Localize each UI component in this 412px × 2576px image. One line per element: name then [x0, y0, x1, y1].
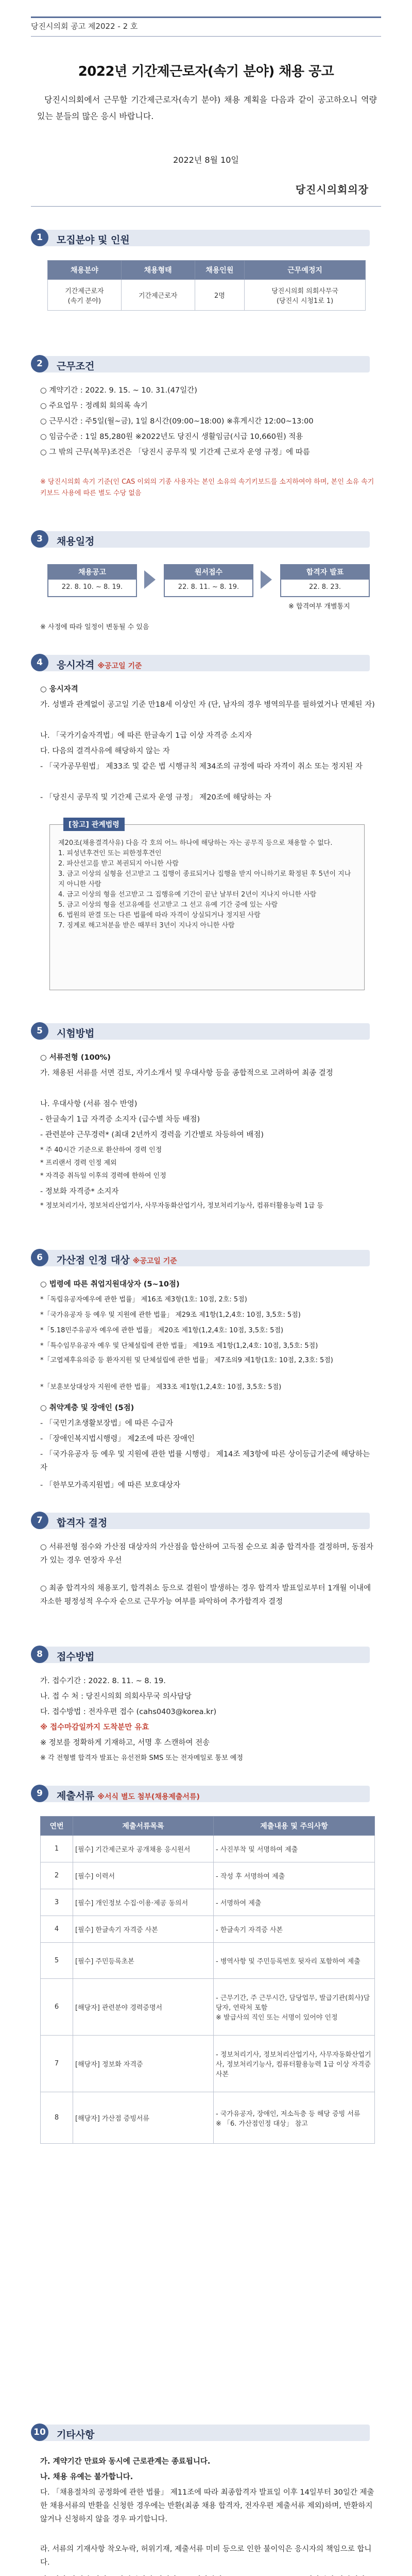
bonus-line: - 「국가유공자 등 예우 및 지원에 관한 법률 시행령」 제14조 제3항에 따른 상이등급기준에 해당하는 자	[40, 1450, 370, 1472]
etc-line: 가. 계약기간 만료와 동시에 근로관계는 종료됩니다.	[40, 2458, 211, 2466]
section-number: 10	[31, 2424, 48, 2441]
etc-line: 나. 채용 유예는 불가합니다.	[40, 2473, 133, 2481]
schedule-step	[280, 564, 370, 597]
exam-line: 가. 채용된 서류를 서면 검토, 자기소개서 및 우대사항 등을 종합적으로 고려하여 최종 결정	[40, 1069, 333, 1077]
section-title: 근무조건	[57, 361, 95, 372]
table-cell: - 사진부착 및 서명하여 제출	[214, 1836, 375, 1862]
table-cell: 4	[41, 1916, 73, 1943]
table-cell: [필수] 이력서	[73, 1862, 214, 1889]
table-cell: - 근무기간, 주 근무시간, 담당업무, 발급기관(회사)담당자, 연락처 포함 ※ 발급사의 직인 또는 서명이 있어야 인정	[214, 1979, 375, 2036]
arrow-right-icon	[144, 570, 156, 589]
table-cell: 8	[41, 2092, 73, 2144]
section-title: 접수방법	[57, 1651, 95, 1663]
section-title: 기타사항	[57, 2429, 95, 2441]
condition-line: ○ 근무시간 : 주5일(월~금), 1일 8시간(09:00~18:00) ※휴게시간 12:00~13:00	[40, 417, 314, 426]
exam-line: 나. 우대사항 (서류 점수 반영)	[40, 1100, 138, 1108]
section-3-header	[31, 528, 381, 551]
table-cell: [해당자] 관련분야 경력증명서	[73, 1979, 214, 2036]
table-cell: 기간제근로자 (속기 분야)	[48, 280, 122, 311]
exam-line: ○ 서류전형 (100%)	[40, 1054, 111, 1062]
bonus-line: *「독립유공자예우에 관한 법률」 제16조 제3항(1호: 10점, 2호: 5점)	[40, 1296, 247, 1303]
table-cell: 1	[41, 1836, 73, 1862]
table-header: 제출서류목록	[73, 1817, 214, 1836]
section-title	[57, 657, 142, 671]
section-5-header	[31, 1020, 381, 1043]
exam-line: * 주 40시간 기준으로 환산하여 경력 인정	[40, 1146, 162, 1154]
etc-line	[40, 2573, 375, 2576]
exam-line: * 자격증 취득일 이후의 경력에 한하여 인정	[40, 1172, 166, 1180]
decision-line: ○ 서류전형 점수와 가산점 대상자의 가산점을 합산하여 고득점 순으로 최종 합격자를 결정하며, 동점자가 있는 경우 연장자 우선	[40, 1543, 373, 1565]
schedule-step	[164, 564, 253, 597]
bonus-line: *「국가유공자 등 예우 및 지원에 관한 법률」 제29조 제1항(1,2,4호: 10점, 3,5호: 5점)	[40, 1311, 301, 1319]
table-cell: 2명	[195, 280, 245, 311]
section-title: 모집분야 및 인원	[57, 234, 130, 246]
documents-table	[40, 1816, 375, 2144]
section-title	[57, 1788, 200, 1802]
section-number: 9	[31, 1785, 48, 1802]
section-number: 7	[31, 1512, 48, 1529]
apply-line: 나. 접 수 처 : 당진시의회 의회사무국 의사담당	[40, 1692, 192, 1701]
apply-line: 가. 접수기간 : 2022. 8. 11. ~ 8. 19.	[40, 1677, 166, 1685]
section-8-header	[31, 1643, 381, 1666]
bonus-line: - 「장애인복지법시행령」 제2조에 따른 장애인	[40, 1435, 195, 1443]
table-cell: 5	[41, 1943, 73, 1979]
section-title-text: 가산점 인정 대상	[57, 1255, 130, 1266]
table-cell: [필수] 한글속기 자격증 사본	[73, 1916, 214, 1943]
section-title-text: 응시자격	[57, 659, 95, 671]
condition-line: ○ 그 밖의 근무(복무)조건은 「당진시 공무직 및 기간제 근로자 운영 규정」에 따름	[40, 448, 310, 456]
exam-line: - 관련분야 근무경력* (최대 2년까지 경력을 기간별로 차등하여 배점)	[40, 1131, 264, 1139]
eligibility-line: 가. 성별과 관계없이 공고일 기준 만18세 이상인 자 (단, 남자의 경우 병역의무를 필하였거나 면제된 자)	[40, 701, 375, 709]
section-title: 시험방법	[57, 1028, 95, 1039]
table-cell: - 정보처리기사, 정보처리산업기사, 사무자동화산업기사, 정보처리기능사, 컴퓨터활용능력 1급 이상 자격증 사본	[214, 2036, 375, 2092]
bonus-line: - 「한부모가족지원법」에 따른 보호대상자	[40, 1481, 181, 1489]
section-4-header	[31, 652, 381, 674]
signature: 당진시의회의장	[295, 183, 369, 196]
header-bottom-rule	[31, 206, 381, 207]
bonus-line: ○ 취약계층 및 장애인 (5점)	[40, 1404, 134, 1412]
section-10-header	[31, 2421, 381, 2444]
section-number: 5	[31, 1022, 48, 1040]
section-7-header	[31, 1510, 381, 1532]
apply-line: ※ 각 전형별 합격자 발표는 유선전화 SMS 또는 전자메일로 통보 예정	[40, 1754, 243, 1762]
section-subtitle: ※서식 별도 첨부(채용제출서류)	[97, 1793, 200, 1801]
section-title: 채용일정	[57, 536, 95, 547]
section-subtitle: ※공고일 기준	[97, 662, 142, 670]
reference-text: 제20조(채용결격사유) 다음 각 호의 어느 하나에 해당하는 자는 공무직 등으로 채용할 수 없다. 1. 피성년후견인 또는 피한정후견인 2. 파산선고를 받고 복권되지 아니한 사람 3. 금고 이상의 실형을 선고받고 그 집행이 종료되거나 집행을 받지 아니하기로 확정된 후 5년이 지나지 아니한 사람 4. 금고 이상의 형을 선고받고 그 집행유예 기간이 끝난 날부터 2년이 지나지 아니한 사람 5. 금고 이상의 형을 선고유예를 선고받고 그 선고 유예 기간 중에 있는 사람 6. 법원의 판결 또는 다른 법률에 따라 자격이 상실되거나 정지된 사람 7. 징계로 해고처분을 받은 때부터 3년이 지나지 아니한 사람	[58, 839, 351, 929]
page-title: 2022년 기간제근로자(속기 분야) 채용 공고	[78, 64, 334, 79]
schedule-step	[47, 564, 137, 597]
section-number: 1	[31, 229, 48, 246]
eligibility-line: - 「당진시 공무직 및 기간제 근로자 운영 규정」 제20조에 해당하는 자	[40, 793, 271, 802]
etc-line: 다. 「채용절차의 공정화에 관한 법률」 제11조에 따라 최종합격자 발표일 이후 14일부터 30일간 제출한 채용서류의 반환을 신청한 경우에는 반환(최종 채용 합격자, 전자우편 제출서류 제외)하며, 반환하지 않거나 신청하지 않을 경우 파기합니다.	[40, 2488, 374, 2523]
table-header: 제출내용 및 주의사항	[214, 1817, 375, 1836]
table-cell: [필수] 기간제근로자 공개채용 응시원서	[73, 1836, 214, 1862]
table-cell: [해당자] 가산점 증빙서류	[73, 2092, 214, 2144]
condition-line: ○ 주요업무 : 정례회 회의록 속기	[40, 402, 148, 410]
table-cell: - 서명하여 제출	[214, 1889, 375, 1916]
schedule-note: ※ 사정에 따라 일정이 변동될 수 있음	[40, 623, 149, 631]
top-rule	[31, 16, 381, 18]
section-title	[57, 1252, 177, 1266]
schedule-step-date: 22. 8. 23.	[308, 583, 341, 591]
section-number: 4	[31, 654, 48, 671]
eligibility-heading: ○ 응시자격	[40, 685, 78, 693]
table-cell: 2	[41, 1862, 73, 1889]
reference-title: [참고] 관계법령	[63, 818, 125, 831]
exam-line: * 프리랜서 경력 인정 제외	[40, 1159, 117, 1167]
section-2-header	[31, 353, 381, 376]
apply-line: 다. 접수방법 : 전자우편 접수 (cahs0403@korea.kr)	[40, 1708, 217, 1716]
eligibility-line: - 「국가공무원법」 제33조 및 같은 법 시행규칙 제34조의 규정에 따라 자격이 취소 또는 정지된 자	[40, 762, 363, 771]
exam-line: * 정보처리기사, 정보처리산업기사, 사무자동화산업기사, 정보처리기능사, 컴퓨터활용능력 1급 등	[40, 1202, 323, 1210]
exam-line: - 정보화 자격증* 소지자	[40, 1188, 119, 1196]
eligibility-line: 다. 다음의 결격사유에 해당하지 않는 자	[40, 747, 170, 755]
table-cell: [해당자] 정보화 자격증	[73, 2036, 214, 2092]
table-cell: 3	[41, 1889, 73, 1916]
intro-text: 당진시의회에서 근무할 기간제근로자(속기 분야) 채용 계획을 다음과 같이 공고하오니 역량 있는 분들의 많은 응시 바랍니다.	[37, 95, 377, 121]
section-number: 6	[31, 1249, 48, 1266]
table-cell: 당진시의회 의회사무국 (당진시 시청1로 1)	[245, 280, 366, 311]
table-cell: - 국가유공자, 장애인, 저소득층 등 해당 증빙 서류 ※ 「6. 가산점인정 대상」 참고	[214, 2092, 375, 2144]
table-cell: - 작성 후 서명하여 제출	[214, 1862, 375, 1889]
table-header: 근무예정지	[245, 261, 366, 280]
table-cell: [필수] 개인정보 수집·이용·제공 동의서	[73, 1889, 214, 1916]
bonus-line: *「보훈보상대상자 지원에 관한 법률」 제33조 제1항(1,2,4호: 10점, 3,5호: 5점)	[40, 1383, 282, 1391]
table-header: 채용형태	[121, 261, 195, 280]
schedule-step-title: 합격자 발표	[281, 565, 369, 580]
schedule-step-date: 22. 8. 11. ~ 8. 19.	[178, 583, 239, 591]
header-divider	[31, 36, 381, 37]
section-number: 2	[31, 355, 48, 372]
section-title-text: 제출서류	[57, 1790, 95, 1802]
schedule-step-title: 원서접수	[165, 565, 252, 580]
table-cell: 7	[41, 2036, 73, 2092]
apply-line: ※ 정보를 정확하게 기재하고, 서명 후 스캔하여 전송	[40, 1739, 210, 1747]
section-subtitle: ※공고일 기준	[132, 1257, 177, 1265]
condition-note: ※ 당진시의회 속기 기준(인 CAS 이외의 기종 사용자는 본인 소유의 속기키보드를 소지하여야 하며, 본인 소유 속기키보드 사용에 따른 별도 수당 없음	[40, 478, 374, 497]
table-cell: - 병역사항 및 주민등록번호 뒷자리 포함하여 제출	[214, 1943, 375, 1979]
exam-line: - 한글속기 1급 자격증 소지자 (급수별 차등 배점)	[40, 1115, 200, 1124]
bonus-line: ○ 법령에 따른 취업지원대상자 (5~10점)	[40, 1280, 180, 1289]
decision-line: ○ 최종 합격자의 채용포기, 합격취소 등으로 결원이 발생하는 경우 합격자 발표일로부터 1개월 이내에 자소한 평정성적 우수자 순으로 근무가능 여부를 파악하여 추가합격자 결정	[40, 1584, 371, 1606]
section-6-header	[31, 1247, 381, 1269]
table-header: 채용인원	[195, 261, 245, 280]
section-number: 8	[31, 1646, 48, 1663]
bonus-line: *「특수임무유공자 예우 및 단체설립에 관한 법률」 제19조 제1항(1,2,4호: 10점, 3,5호: 5점)	[40, 1342, 318, 1350]
bonus-line: *「5.18민주유공자 예우에 관한 법률」 제20조 제1항(1,2,4호: 10점, 3,5호: 5점)	[40, 1327, 284, 1334]
table-cell: [필수] 주민등록초본	[73, 1943, 214, 1979]
table-cell: - 한글속기 자격증 사본	[214, 1916, 375, 1943]
table-cell: 6	[41, 1979, 73, 2036]
arrow-right-icon	[261, 570, 272, 589]
section-title: 합격자 결정	[57, 1517, 108, 1529]
table-cell: 기간제근로자	[121, 280, 195, 311]
section-number: 3	[31, 530, 48, 548]
bonus-line: - 「국민기초생활보장법」에 따른 수급자	[40, 1419, 174, 1428]
schedule-step-date: 22. 8. 10. ~ 8. 19.	[61, 583, 123, 591]
recruit-table	[47, 260, 366, 311]
eligibility-line: 나. 「국가기술자격법」에 따른 한글속기 1급 이상 자격증 소지자	[40, 732, 252, 740]
schedule-step-title: 채용공고	[48, 565, 136, 580]
reference-law-box	[49, 821, 365, 990]
etc-line: 라. 서류의 기재사항 착오누락, 허위기재, 제출서류 미비 등으로 인한 불이익은 응시자의 책임으로 합니다.	[40, 2545, 372, 2567]
table-header: 채용분야	[48, 261, 122, 280]
apply-line: ※ 접수마감일까지 도착분만 유효	[40, 1723, 149, 1732]
notice-date: 2022년 8월 10일	[173, 155, 239, 165]
section-1-header	[31, 227, 381, 249]
table-header: 연번	[41, 1817, 73, 1836]
schedule-note: ※ 합격여부 개별통지	[288, 603, 350, 611]
bonus-line: *「고엽제후유의증 등 환자지원 및 단체설립에 관한 법률」 제7조의9 제1항(1호: 10점, 2,3호: 5점)	[40, 1357, 333, 1364]
condition-line: ○ 계약기간 : 2022. 9. 15. ~ 10. 31.(47일간)	[40, 386, 197, 395]
condition-line: ○ 임금수준 : 1일 85,280원 ※2022년도 당진시 생활임금(시급 10,660원) 적용	[40, 433, 303, 441]
section-9-header	[31, 1783, 381, 1805]
notice-number: 당진시의회 공고 제2022 - 2 호	[31, 22, 138, 31]
